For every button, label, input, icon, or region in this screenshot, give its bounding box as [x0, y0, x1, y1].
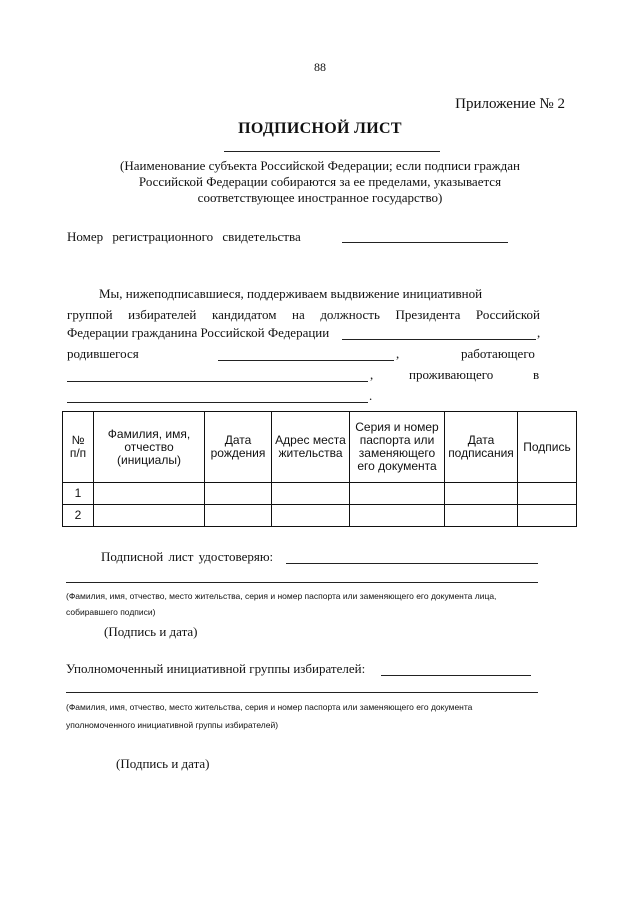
row-number: 2 [63, 505, 94, 527]
header-full-name: Фамилия, имя, отчество (инициалы) [94, 412, 205, 483]
page-number: 88 [314, 60, 326, 74]
subject-note: (Наименование субъекта Российской Федерации; если подписи граждан Российской Федерации собираются за ее пределами, указывается соответствующее иностранное государство) [120, 158, 520, 205]
header-birth-date: Дата рождения [205, 412, 272, 483]
period-1: . [369, 388, 373, 403]
birth-date-line [218, 360, 394, 361]
collector-details-line [66, 582, 538, 583]
comma-1: , [537, 325, 541, 340]
lives-label: проживающего [409, 367, 494, 382]
sign-date-label-1: (Подпись и дата) [104, 624, 198, 639]
works-label: работающего [461, 346, 535, 361]
table-header-row [63, 412, 577, 483]
registration-number-line [342, 242, 508, 243]
candidate-name-line [342, 339, 536, 340]
table-cell [518, 483, 577, 505]
header-signature: Подпись [518, 412, 577, 483]
table-cell [272, 483, 350, 505]
table-cell [272, 505, 350, 527]
authorized-label: Уполномоченный инициативной группы избирателей: [66, 661, 366, 676]
sign-date-label-2: (Подпись и дата) [116, 756, 210, 771]
row-number: 1 [63, 483, 94, 505]
table-cell [350, 505, 445, 527]
table-row [63, 505, 577, 527]
table-cell [205, 483, 272, 505]
authorized-note-1: (Фамилия, имя, отчество, место жительства, серия и номер паспорта или заменяющего его документа [66, 702, 473, 712]
registration-label: Номер регистрационного свидетельства [67, 229, 301, 244]
signatures-table [62, 411, 577, 527]
subject-name-line [224, 151, 440, 152]
table-cell [350, 483, 445, 505]
table-cell [445, 483, 518, 505]
workplace-line [67, 381, 368, 382]
table-cell [205, 505, 272, 527]
residence-line [67, 402, 368, 403]
authorized-details-line [66, 692, 538, 693]
collector-note-2: собиравшего подписи) [66, 607, 156, 617]
table-cell [94, 505, 205, 527]
in-label: в [533, 367, 540, 382]
header-number: № п/п [63, 412, 94, 483]
statement-line-3: Федерации гражданина Российской Федерации [67, 325, 330, 340]
authorized-name-line [381, 675, 531, 676]
appendix-label: Приложение № 2 [455, 96, 565, 112]
header-address: Адрес места жительства [272, 412, 350, 483]
certify-label: Подписной лист удостоверяю: [101, 549, 274, 564]
born-label: родившегося [67, 346, 139, 361]
certifier-line [286, 563, 538, 564]
document-title: ПОДПИСНОЙ ЛИСТ [238, 120, 402, 137]
comma-3: , [370, 367, 374, 382]
table-row [63, 483, 577, 505]
table-cell [94, 483, 205, 505]
header-passport: Серия и номер паспорта или заменяющего его документа [350, 412, 445, 483]
statement-text-1: Мы, нижеподписавшиеся, поддерживаем выдвижение инициативной [99, 286, 483, 301]
statement-line-1 [67, 283, 540, 304]
collector-note-1: (Фамилия, имя, отчество, место жительства, серия и номер паспорта или заменяющего его документа лица, [66, 591, 497, 601]
comma-2: , [396, 346, 400, 361]
header-sign-date: Дата подписания [445, 412, 518, 483]
table-cell [445, 505, 518, 527]
authorized-note-2: уполномоченного инициативной группы избирателей) [66, 720, 279, 730]
statement-line-2: группой избирателей кандидатом на должность Президента Российской [67, 307, 540, 322]
table-cell [518, 505, 577, 527]
